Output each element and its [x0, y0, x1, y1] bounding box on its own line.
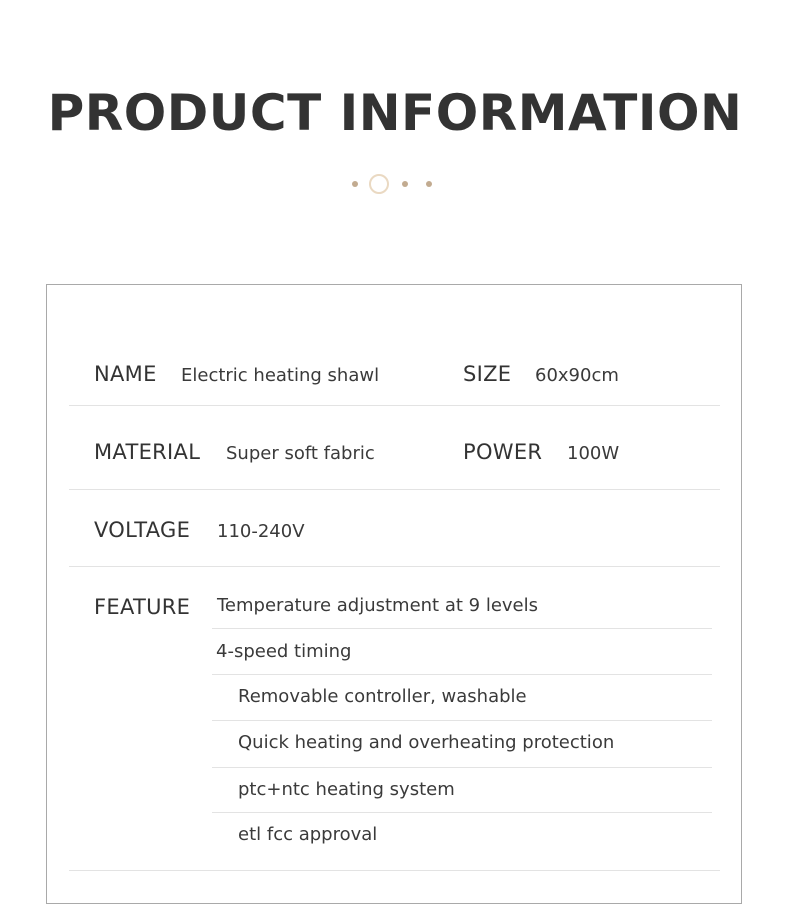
spec-row-name-size [69, 325, 720, 406]
name-value: Electric heating shawl [181, 365, 380, 386]
feature-item [212, 675, 712, 721]
spec-row-material-power [69, 405, 720, 490]
dot-icon [426, 181, 432, 187]
voltage-label: VOLTAGE [94, 518, 191, 542]
dot-icon [352, 181, 358, 187]
feature-text: Temperature adjustment at 9 levels [217, 595, 539, 616]
decorative-dots [340, 172, 440, 196]
voltage-value: 110-240V [217, 521, 305, 542]
material-value: Super soft fabric [226, 443, 375, 464]
ring-icon [369, 174, 389, 194]
feature-text: Removable controller, washable [238, 686, 527, 707]
spec-row-voltage [69, 489, 720, 567]
feature-text: 4-speed timing [216, 641, 352, 662]
feature-text: Quick heating and overheating protection [238, 732, 615, 753]
feature-label: FEATURE [94, 595, 191, 619]
power-label: POWER [463, 440, 543, 464]
feature-item [212, 813, 712, 857]
feature-text: ptc+ntc heating system [238, 779, 455, 800]
power-value: 100W [567, 443, 620, 464]
feature-item [212, 721, 712, 768]
feature-item [212, 584, 712, 629]
name-label: NAME [94, 362, 157, 386]
size-value: 60x90cm [535, 365, 619, 386]
feature-item [212, 768, 712, 813]
size-label: SIZE [463, 362, 512, 386]
feature-text: etl fcc approval [238, 824, 378, 845]
dot-icon [402, 181, 408, 187]
material-label: MATERIAL [94, 440, 201, 464]
spec-row-feature [69, 566, 720, 871]
page-title: PRODUCT INFORMATION [47, 84, 743, 142]
product-info-card [46, 284, 742, 904]
feature-item [212, 630, 712, 675]
